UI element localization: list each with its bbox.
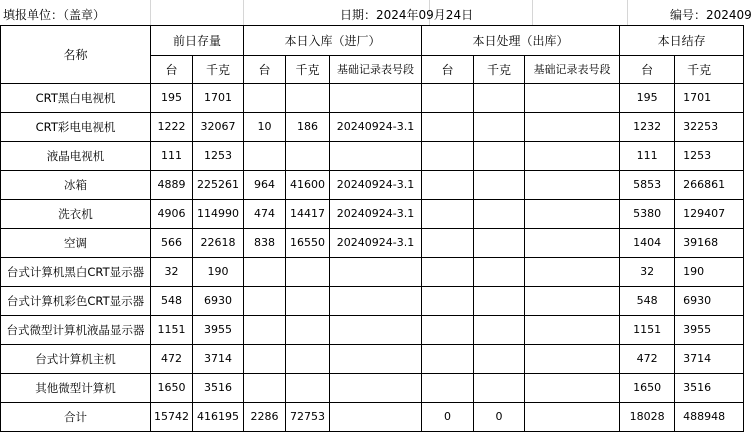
table-cell: 18028 — [620, 403, 675, 432]
header-row-groups — [1, 26, 744, 56]
table-cell: 32067 — [193, 113, 244, 142]
table-cell — [330, 287, 422, 316]
total-row — [1, 403, 744, 432]
table-cell: 111 — [151, 142, 193, 171]
item-name-cell: 合计 — [1, 403, 151, 432]
table-cell: 964 — [244, 171, 286, 200]
table-cell: 416195 — [193, 403, 244, 432]
table-cell — [525, 403, 620, 432]
table-cell: 32253 — [675, 113, 744, 142]
unit-header: 千克 — [675, 56, 744, 84]
table-cell — [244, 84, 286, 113]
table-cell — [474, 229, 525, 258]
table-cell: 190 — [675, 258, 744, 287]
table-cell — [244, 345, 286, 374]
table-cell — [422, 374, 474, 403]
table-cell — [244, 316, 286, 345]
table-cell: 14417 — [286, 200, 330, 229]
table-cell: 111 — [620, 142, 675, 171]
item-name-cell: 台式微型计算机液晶显示器 — [1, 316, 151, 345]
table-cell — [422, 316, 474, 345]
table-cell: 1232 — [620, 113, 675, 142]
table-cell: 3955 — [675, 316, 744, 345]
table-cell — [474, 374, 525, 403]
item-name-cell: 冰箱 — [1, 171, 151, 200]
table-cell: 3714 — [675, 345, 744, 374]
table-cell: 5380 — [620, 200, 675, 229]
table-cell: 1151 — [151, 316, 193, 345]
unit-header: 千克 — [474, 56, 525, 84]
table-cell — [525, 200, 620, 229]
table-row — [1, 84, 744, 113]
table-cell: 41600 — [286, 171, 330, 200]
table-cell — [286, 374, 330, 403]
table-cell: 6930 — [675, 287, 744, 316]
item-name-cell: CRT黑白电视机 — [1, 84, 151, 113]
table-cell: 488948 — [675, 403, 744, 432]
table-cell: 32 — [620, 258, 675, 287]
table-cell: 838 — [244, 229, 286, 258]
table-cell: 1701 — [675, 84, 744, 113]
record-range-header: 基础记录表号段 — [525, 56, 620, 84]
table-cell — [244, 287, 286, 316]
table-cell — [474, 142, 525, 171]
table-cell — [474, 287, 525, 316]
table-cell — [330, 403, 422, 432]
unit-header: 台 — [151, 56, 193, 84]
table-cell — [422, 287, 474, 316]
table-cell — [286, 345, 330, 374]
table-cell — [525, 374, 620, 403]
table-cell — [330, 84, 422, 113]
table-cell: 266861 — [675, 171, 744, 200]
table-cell — [474, 258, 525, 287]
table-cell: 0 — [474, 403, 525, 432]
table-cell: 10 — [244, 113, 286, 142]
table-cell — [474, 113, 525, 142]
item-name-cell: CRT彩电电视机 — [1, 113, 151, 142]
table-cell — [525, 258, 620, 287]
table-row — [1, 374, 744, 403]
unit-header: 台 — [422, 56, 474, 84]
table-cell: 3516 — [675, 374, 744, 403]
table-cell — [422, 258, 474, 287]
table-cell — [525, 171, 620, 200]
reporting-unit-label: 填报单位：（盖章） — [3, 8, 106, 22]
group-header-previous-stock: 前日存量 — [151, 26, 244, 56]
table-cell: 5853 — [620, 171, 675, 200]
table-cell — [525, 345, 620, 374]
item-name-cell: 其他微型计算机 — [1, 374, 151, 403]
table-cell: 129407 — [675, 200, 744, 229]
table-row — [1, 287, 744, 316]
table-cell: 20240924-3.1 — [330, 113, 422, 142]
table-cell — [474, 345, 525, 374]
table-cell: 39168 — [675, 229, 744, 258]
table-cell: 20240924-3.1 — [330, 171, 422, 200]
table-cell — [474, 171, 525, 200]
table-cell: 1253 — [193, 142, 244, 171]
table-cell: 195 — [151, 84, 193, 113]
unit-header: 台 — [244, 56, 286, 84]
report-date: 日期：2024年09月24日 — [340, 8, 474, 22]
table-cell — [525, 229, 620, 258]
item-name-cell: 空调 — [1, 229, 151, 258]
table-cell — [474, 200, 525, 229]
table-cell — [474, 84, 525, 113]
table-cell — [244, 374, 286, 403]
table-cell — [422, 345, 474, 374]
item-name-cell: 液晶电视机 — [1, 142, 151, 171]
table-cell: 472 — [620, 345, 675, 374]
item-name-cell: 台式计算机主机 — [1, 345, 151, 374]
table-row — [1, 345, 744, 374]
table-cell: 114990 — [193, 200, 244, 229]
table-cell — [330, 374, 422, 403]
group-header-inbound: 本日入库（进厂） — [244, 26, 422, 56]
table-cell: 32 — [151, 258, 193, 287]
table-row — [1, 171, 744, 200]
table-cell: 20240924-3.1 — [330, 229, 422, 258]
table-cell: 1404 — [620, 229, 675, 258]
table-cell: 72753 — [286, 403, 330, 432]
table-cell: 195 — [620, 84, 675, 113]
table-cell — [422, 113, 474, 142]
table-cell — [286, 84, 330, 113]
table-cell: 3516 — [193, 374, 244, 403]
table-cell — [330, 142, 422, 171]
table-cell — [422, 200, 474, 229]
table-cell — [422, 84, 474, 113]
table-cell: 1701 — [193, 84, 244, 113]
table-cell — [525, 316, 620, 345]
table-cell: 225261 — [193, 171, 244, 200]
table-cell — [330, 258, 422, 287]
table-cell — [244, 258, 286, 287]
table-cell: 566 — [151, 229, 193, 258]
table-cell: 3714 — [193, 345, 244, 374]
table-cell: 548 — [620, 287, 675, 316]
table-cell: 474 — [244, 200, 286, 229]
unit-header: 台 — [620, 56, 675, 84]
table-cell — [244, 142, 286, 171]
table-cell — [422, 142, 474, 171]
table-cell — [525, 84, 620, 113]
table-row — [1, 316, 744, 345]
table-cell: 1222 — [151, 113, 193, 142]
report-code: 编号：202409 — [670, 8, 752, 22]
table-row — [1, 258, 744, 287]
table-cell — [422, 171, 474, 200]
record-range-header: 基础记录表号段 — [330, 56, 422, 84]
table-cell: 186 — [286, 113, 330, 142]
inventory-table — [0, 25, 744, 432]
table-cell — [422, 229, 474, 258]
unit-header: 千克 — [193, 56, 244, 84]
table-row — [1, 229, 744, 258]
table-cell: 20240924-3.1 — [330, 200, 422, 229]
unit-header: 千克 — [286, 56, 330, 84]
report-header — [0, 0, 752, 25]
table-cell: 2286 — [244, 403, 286, 432]
item-name-cell: 洗衣机 — [1, 200, 151, 229]
table-cell: 472 — [151, 345, 193, 374]
table-cell: 4889 — [151, 171, 193, 200]
table-cell: 1253 — [675, 142, 744, 171]
table-cell — [525, 287, 620, 316]
table-cell — [474, 316, 525, 345]
table-cell: 3955 — [193, 316, 244, 345]
group-header-closing-stock: 本日结存 — [620, 26, 744, 56]
item-name-cell: 台式计算机彩色CRT显示器 — [1, 287, 151, 316]
table-cell: 6930 — [193, 287, 244, 316]
table-row — [1, 142, 744, 171]
table-cell — [286, 287, 330, 316]
table-cell: 4906 — [151, 200, 193, 229]
table-row — [1, 200, 744, 229]
table-cell: 16550 — [286, 229, 330, 258]
table-cell: 1151 — [620, 316, 675, 345]
table-cell: 0 — [422, 403, 474, 432]
table-row — [1, 113, 744, 142]
table-cell — [286, 258, 330, 287]
table-cell — [330, 316, 422, 345]
table-cell: 22618 — [193, 229, 244, 258]
name-header: 名称 — [1, 26, 151, 84]
group-header-processed: 本日处理（出库） — [422, 26, 620, 56]
table-cell — [286, 316, 330, 345]
table-cell: 548 — [151, 287, 193, 316]
table-cell — [525, 113, 620, 142]
table-cell: 190 — [193, 258, 244, 287]
table-cell — [286, 142, 330, 171]
table-cell: 15742 — [151, 403, 193, 432]
item-name-cell: 台式计算机黑白CRT显示器 — [1, 258, 151, 287]
table-cell — [330, 345, 422, 374]
table-cell: 1650 — [620, 374, 675, 403]
table-cell: 1650 — [151, 374, 193, 403]
table-cell — [525, 142, 620, 171]
